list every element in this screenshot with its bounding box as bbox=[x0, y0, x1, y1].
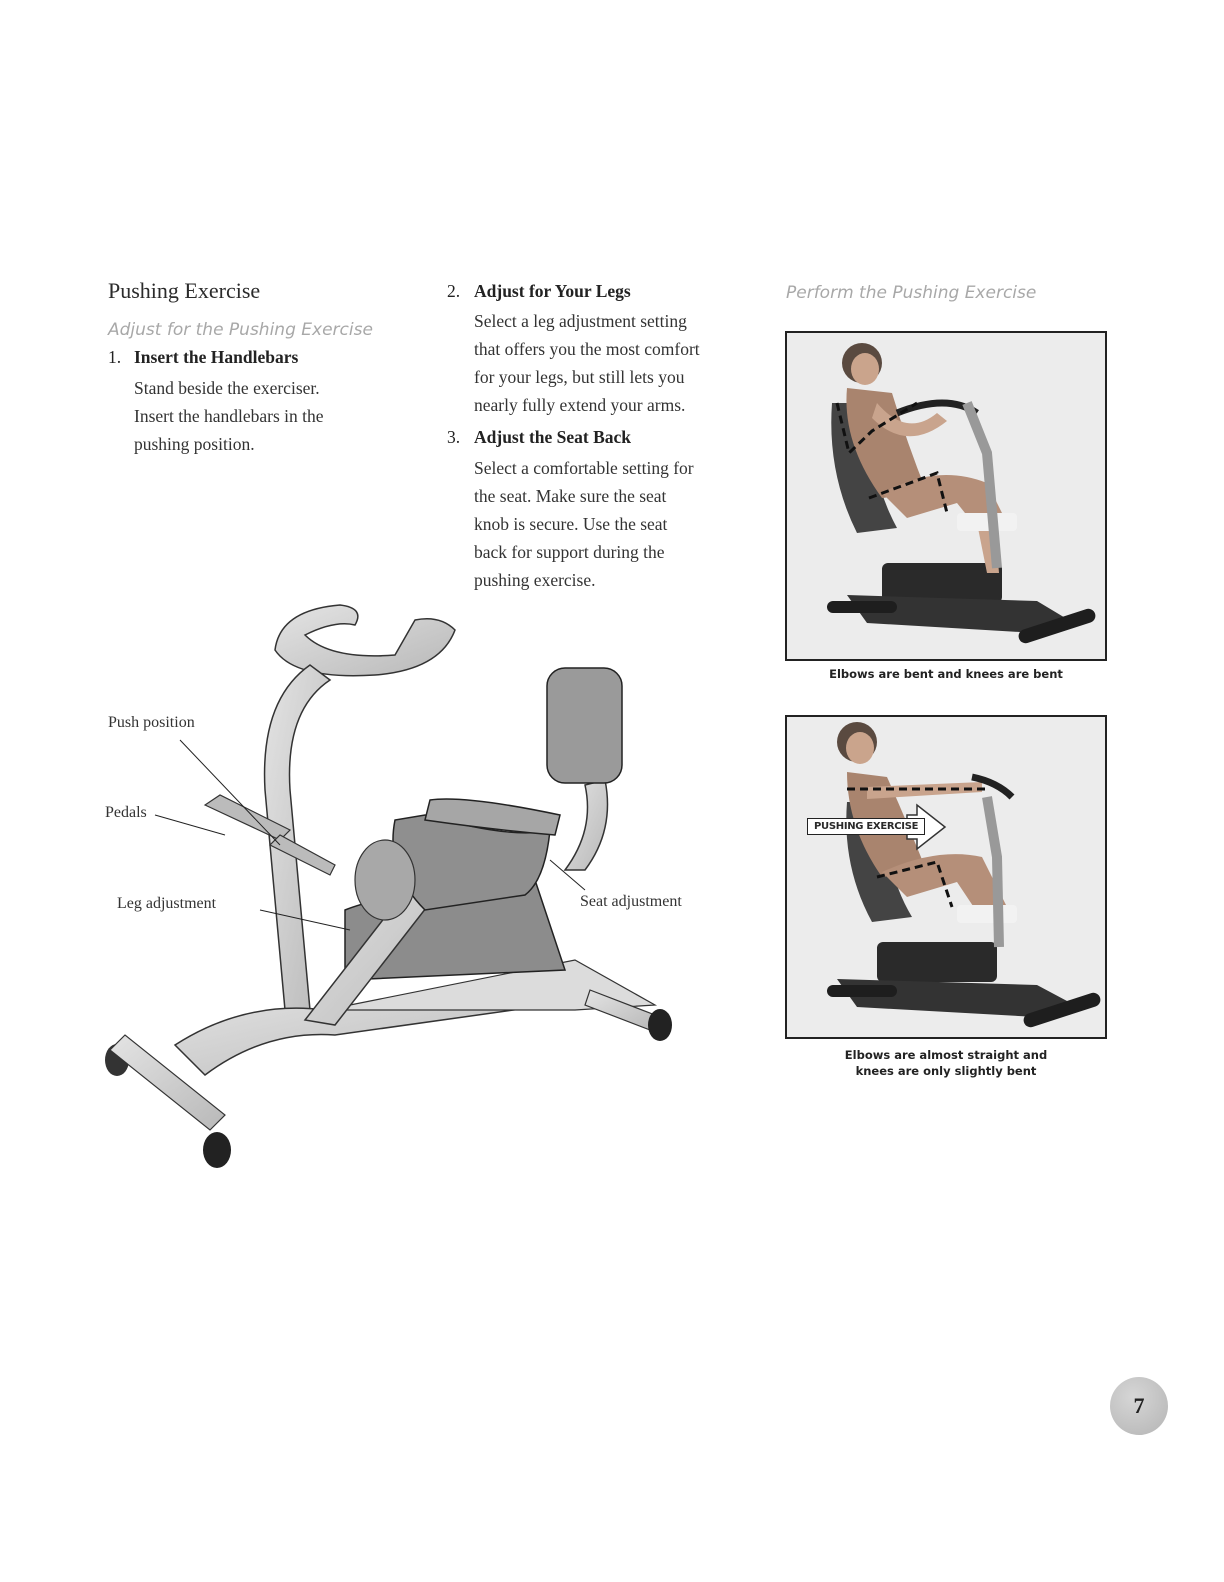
photo-caption bbox=[785, 1047, 1107, 1079]
step-line: that offers you the most comfort bbox=[474, 339, 700, 359]
step-line: pushing exercise. bbox=[474, 570, 596, 590]
photo-elbows-bent bbox=[785, 331, 1107, 661]
step-line: back for support during the bbox=[474, 542, 665, 562]
step-body bbox=[474, 307, 700, 419]
step-title: Adjust for Your Legs bbox=[474, 281, 631, 301]
caption-line: knees are only slightly bent bbox=[855, 1064, 1037, 1078]
exercise-photo-illustration bbox=[787, 717, 1105, 1037]
step-line: nearly fully extend your arms. bbox=[474, 395, 686, 415]
caption-line: Elbows are almost straight and bbox=[844, 1048, 1048, 1062]
photo-elbows-straight bbox=[785, 715, 1107, 1039]
step-title: Adjust the Seat Back bbox=[474, 427, 632, 447]
step-line: Select a comfortable setting for bbox=[474, 458, 694, 478]
leg-adjustment-label: Leg adjustment bbox=[117, 895, 217, 912]
exercise-photo-illustration bbox=[787, 333, 1105, 659]
step-line: for your legs, but still lets you bbox=[474, 367, 685, 387]
page-title: Pushing Exercise bbox=[108, 278, 261, 303]
step-line: the seat. Make sure the seat bbox=[474, 486, 667, 506]
step-line: knob is secure. Use the seat bbox=[474, 514, 668, 534]
step-number: 3. bbox=[447, 427, 461, 447]
page-number: 7 bbox=[1110, 1377, 1168, 1435]
step-line: Insert the handlebars in the bbox=[134, 406, 324, 426]
seat-adjustment-label: Seat adjustment bbox=[580, 893, 682, 910]
pushing-exercise-tag: PUSHING EXERCISE bbox=[807, 818, 925, 835]
section-subtitle: Adjust for the Pushing Exercise bbox=[108, 320, 373, 340]
step-line: Stand beside the exerciser. bbox=[134, 378, 320, 398]
push-position-label: Push position bbox=[108, 714, 195, 731]
step-body bbox=[474, 454, 694, 594]
step-body bbox=[134, 374, 324, 458]
step-line: Select a leg adjustment setting bbox=[474, 311, 687, 331]
perform-subtitle: Perform the Pushing Exercise bbox=[786, 283, 1037, 303]
step-line: pushing position. bbox=[134, 434, 255, 454]
pedals-label: Pedals bbox=[105, 804, 147, 821]
step-number: 2. bbox=[447, 281, 461, 301]
exerciser-diagram bbox=[95, 590, 715, 1180]
step-title: Insert the Handlebars bbox=[134, 347, 299, 367]
photo-caption: Elbows are bent and knees are bent bbox=[829, 667, 1063, 681]
step-number: 1. bbox=[108, 347, 122, 367]
